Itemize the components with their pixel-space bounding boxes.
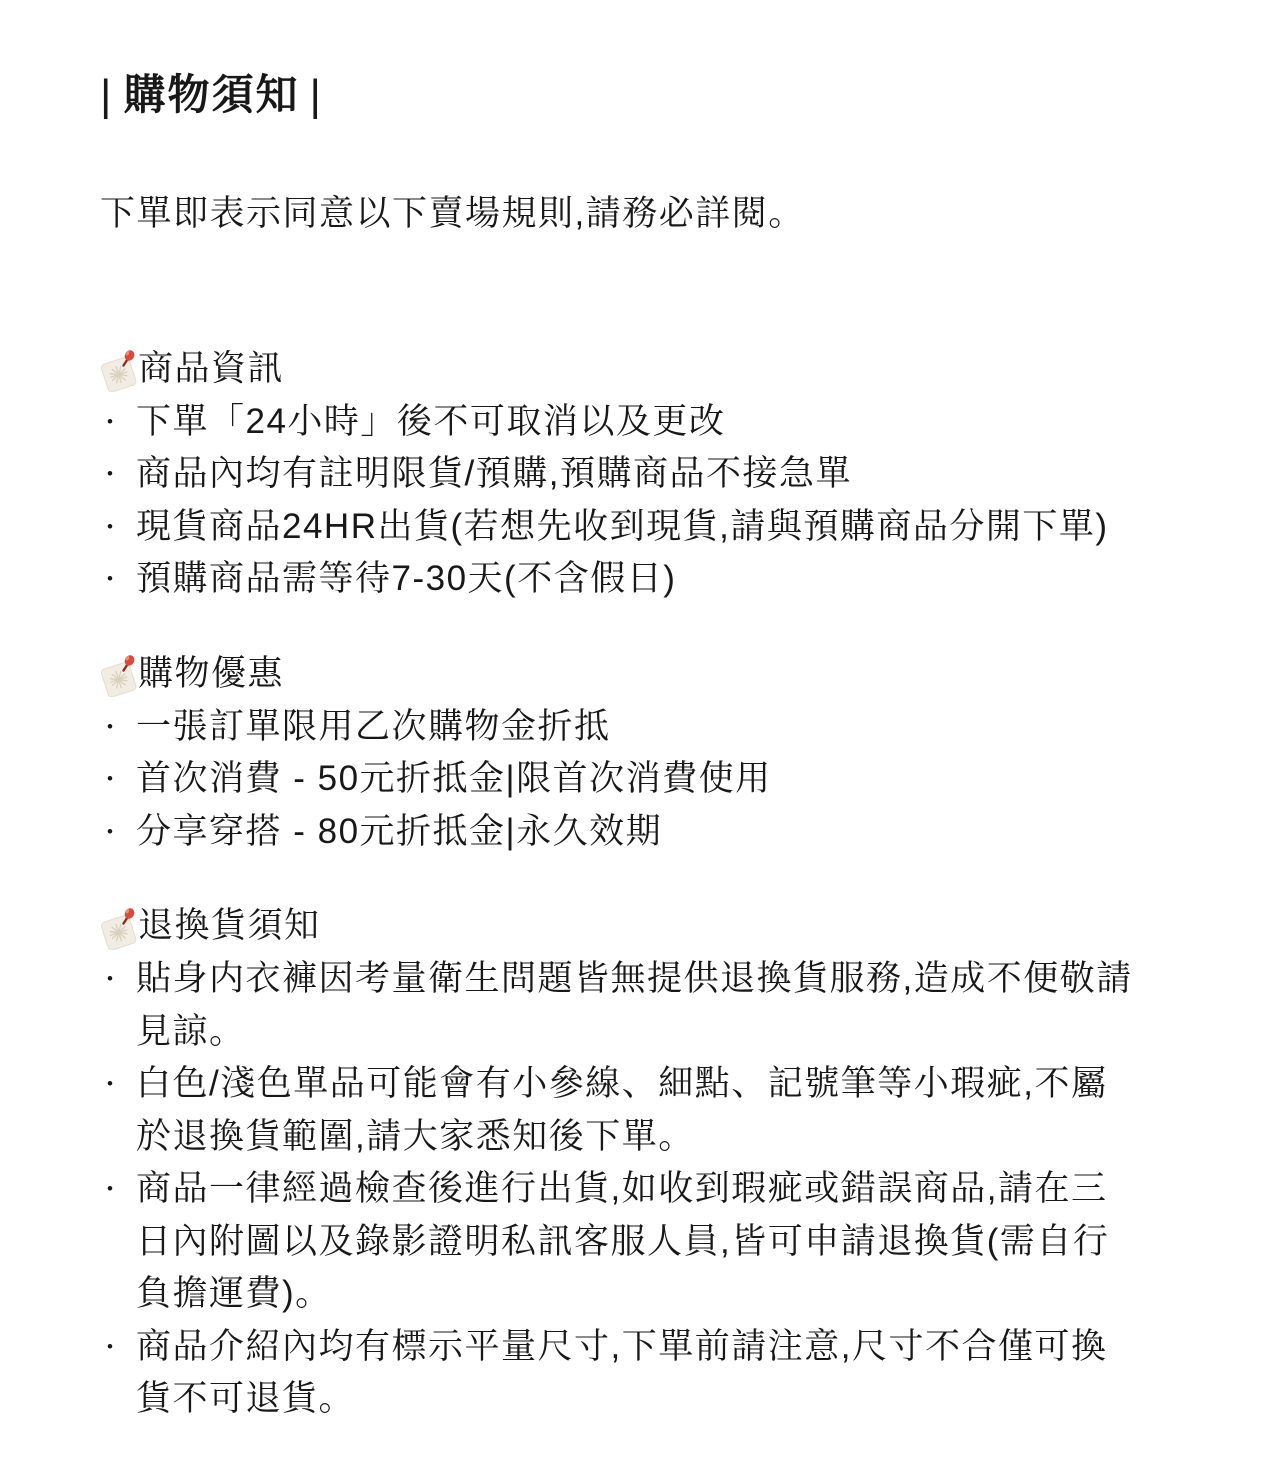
- pinned-note-icon: [100, 348, 138, 392]
- notice-list: [100, 953, 1140, 1426]
- section-shopping-discount: [100, 646, 1176, 859]
- notice-list: [100, 701, 1140, 859]
- section-title: 退換貨須知: [138, 906, 321, 945]
- notice-item: • 現貨商品24HR出貨(若想先收到現貨,請與預購商品分開下單): [100, 501, 1140, 554]
- notice-item: • 下單「24小時」後不可取消以及更改: [100, 396, 1140, 449]
- section-header: [100, 646, 1176, 701]
- notice-item: • 貼身内衣褲因考量衛生問題皆無提供退換貨服務,造成不便敬請見諒。: [100, 953, 1140, 1058]
- notice-item: • 首次消費 - 50元折抵金|限首次消費使用: [100, 753, 1140, 806]
- notice-item: • 一張訂單限用乙次購物金折抵: [100, 701, 1140, 754]
- page-title-text: 購物須知: [123, 71, 300, 118]
- title-bar-left: |: [100, 71, 114, 120]
- notice-item: • 分享穿搭 - 80元折抵金|永久效期: [100, 806, 1140, 859]
- pinned-note-icon: [100, 906, 138, 950]
- pinned-note-icon: [100, 653, 138, 697]
- page-title: [100, 66, 1176, 124]
- section-return-policy: [100, 898, 1176, 1426]
- notice-list: [100, 396, 1140, 606]
- intro-text: 下單即表示同意以下賣場規則,請務必詳閱。: [100, 194, 805, 233]
- notice-item: • 白色/淺色單品可能會有小參線、細點、記號筆等小瑕疵,不屬於退換貨範圍,請大家悉知後下單。: [100, 1058, 1140, 1163]
- section-title: 購物優惠: [138, 653, 285, 693]
- notice-item: • 商品內均有註明限貨/預購,預購商品不接急單: [100, 448, 1140, 501]
- notice-item: • 商品一律經過檢查後進行出貨,如收到瑕疵或錯誤商品,請在三日內附圖以及錄影證明私訊客服人員,皆可申請退換貨(需自行負擔運費)。: [100, 1163, 1140, 1321]
- title-bar-right: |: [309, 71, 323, 120]
- section-product-info: [100, 341, 1176, 606]
- section-header: [100, 898, 1176, 953]
- notice-item: • 商品介紹內均有標示平量尺寸,下單前請注意,尺寸不合僅可換貨不可退貨。: [100, 1321, 1140, 1426]
- notice-item: • 預購商品需等待7-30天(不含假日): [100, 553, 1140, 606]
- section-title: 商品資訊: [138, 348, 285, 388]
- section-header: [100, 341, 1176, 396]
